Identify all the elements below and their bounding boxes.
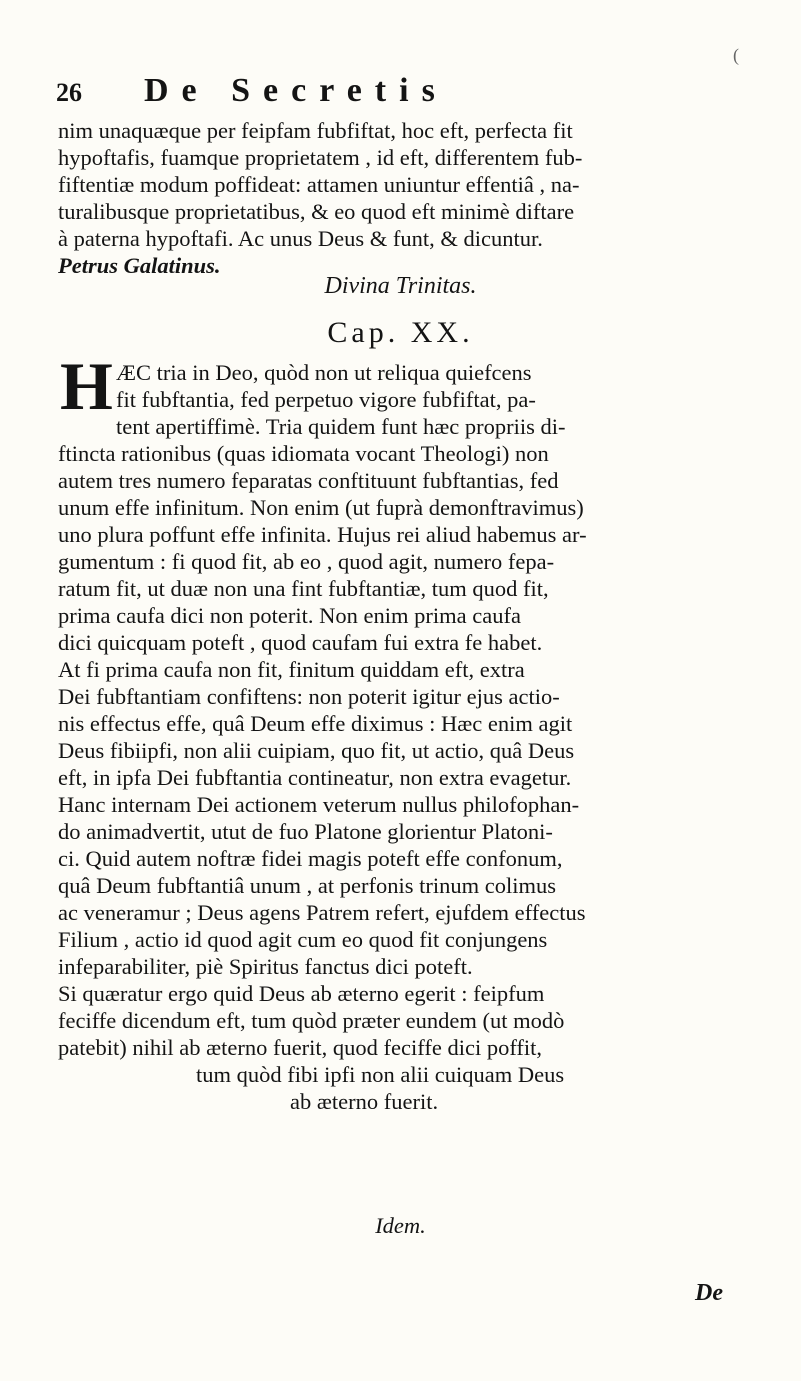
chapter-text-line: fit fubftantia, fed perpetuo vigore fubfiftat, pa-: [116, 387, 536, 412]
intro-text-line: nim unaquæque per feipfam fubfiftat, hoc eft, perfecta fit: [58, 118, 573, 143]
page-number: 26: [56, 78, 82, 107]
chapter-text-line: ftincta rationibus (quas idiomata vocant Theologi) non: [58, 441, 549, 466]
chapter-text-line: Filium , actio id quod agit cum eo quod fit conjungens: [58, 927, 548, 952]
chapter-text-line: uno plura poffunt effe infinita. Hujus rei aliud habemus ar-: [58, 522, 587, 547]
chapter-text-line: prima caufa dici non poterit. Non enim prima caufa: [58, 603, 521, 628]
intro-text-line: fiftentiæ modum poffideat: attamen uniuntur effentiâ , na-: [58, 172, 580, 197]
corner-mark: (: [733, 45, 739, 65]
chapter-text-line: unum effe infinitum. Non enim (ut fuprà demonftravimus): [58, 495, 584, 520]
chapter-text-line: do animadvertit, utut de fuo Platone glorientur Platoni-: [58, 819, 553, 844]
chapter-text-line: Si quæratur ergo quid Deus ab æterno egerit : feipfum: [58, 981, 545, 1006]
running-title: De Secretis: [144, 72, 448, 109]
chapter-text-line: dici quicquam poteft , quod caufam fui extra fe habet.: [58, 630, 543, 655]
chapter-text-line: Deus fibiipfi, non alii cuipiam, quo fit, ut actio, quâ Deus: [58, 738, 575, 763]
chapter-text-line: ac veneramur ; Deus agens Patrem refert, ejufdem effectus: [58, 900, 586, 925]
chapter-text-line: Dei fubftantiam confiftens: non poterit igitur ejus actio-: [58, 684, 560, 709]
chapter-text-line: feciffe dicendum eft, tum quòd præter eundem (ut modò: [58, 1008, 565, 1033]
chapter-heading: Cap. XX.: [327, 316, 474, 349]
chapter-text-line: ÆC tria in Deo, quòd non ut reliqua quiefcens: [116, 360, 532, 385]
chapter-text-line: autem tres numero feparatas conftituunt fubftantias, fed: [58, 468, 559, 493]
intro-text-line: hypoftafis, fuamque proprietatem , id eft, differentem fub-: [58, 145, 583, 170]
chapter-text-line: At fi prima caufa non fit, finitum quiddam eft, extra: [58, 657, 525, 682]
chapter-text-line: tum quòd fibi ipfi non alii cuiquam Deus: [196, 1062, 565, 1087]
chapter-text-line: quâ Deum fubftantiâ unum , at perfonis trinum colimus: [58, 873, 557, 898]
signature: Idem.: [375, 1213, 426, 1238]
chapter-text-line: Hanc internam Dei actionem veterum nullus philofophan-: [58, 792, 580, 817]
intro-paragraph: [58, 117, 658, 279]
chapter-text-line: ab æterno fuerit.: [290, 1089, 439, 1114]
intro-text-line: Petrus Galatinus.: [58, 253, 221, 278]
page-header: [56, 72, 642, 112]
chapter-paragraph: [58, 359, 658, 1115]
chapter-text-line: infeparabiliter, piè Spiritus fanctus dici poteft.: [58, 954, 473, 979]
intro-text-line: à paterna hypoftafi. Ac unus Deus & funt, & dicuntur.: [58, 226, 543, 251]
section-title: Divina Trinitas.: [324, 273, 477, 299]
chapter-text-line: tent apertiffimè. Tria quidem funt hæc propriis di-: [116, 414, 566, 439]
chapter-text-line: ratum fit, ut duæ non una fint fubftantiæ, tum quod fit,: [58, 576, 549, 601]
chapter-text-line: nis effectus effe, quâ Deum effe diximus : Hæc enim agit: [58, 711, 573, 736]
chapter-text-line: patebit) nihil ab æterno fuerit, quod feciffe dici poffit,: [58, 1035, 543, 1060]
catchword: De: [695, 1280, 723, 1306]
intro-text-line: turalibusque proprietatibus, & eo quod eft minimè diftare: [58, 199, 575, 224]
drop-cap: H: [60, 348, 113, 424]
chapter-text-line: eft, in ipfa Dei fubftantia contineatur, non extra evagetur.: [58, 765, 572, 790]
chapter-text-line: ci. Quid autem noftræ fidei magis poteft effe confonum,: [58, 846, 563, 871]
chapter-text-line: gumentum : fi quod fit, ab eo , quod agit, numero fepa-: [58, 549, 555, 574]
